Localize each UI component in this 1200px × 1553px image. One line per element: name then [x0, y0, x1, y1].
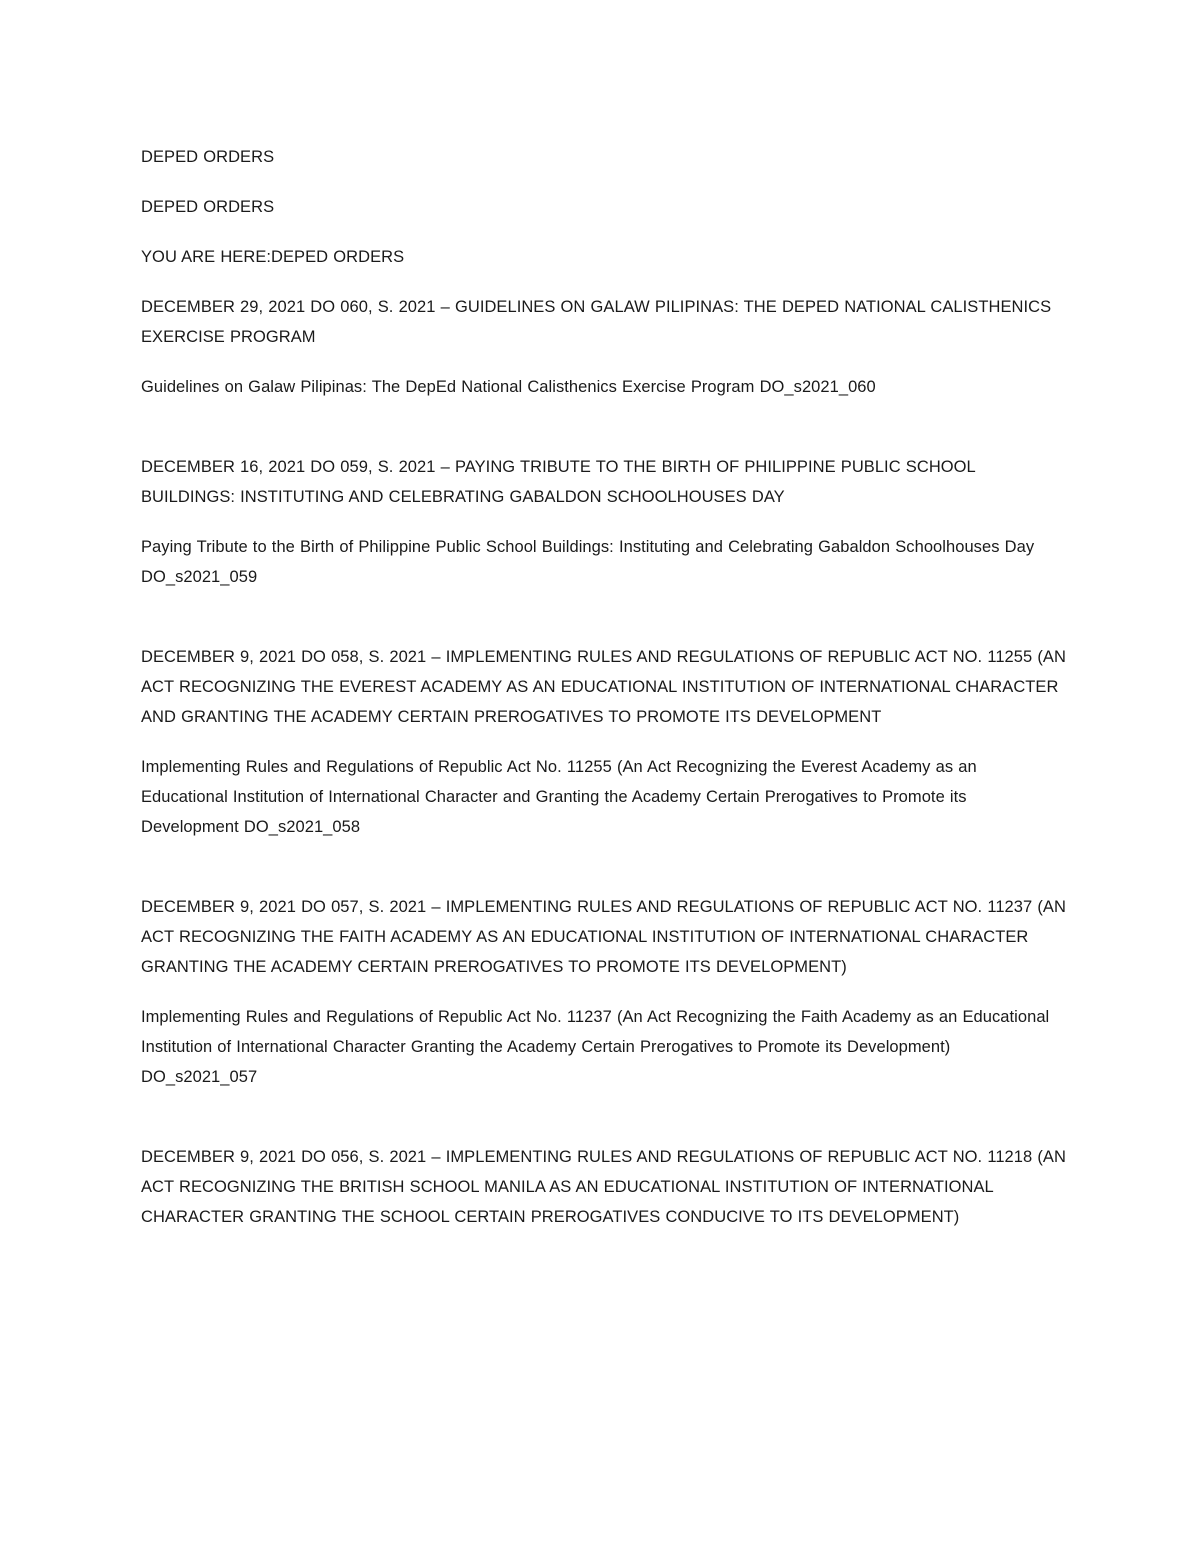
order-description-057: Implementing Rules and Regulations of Republic Act No. 11237 (An Act Recognizing the Faith Academy as an Educational Institution of International Character Granting the Academy Certain Prerogatives to Promote its Development) DO_s2021_057 — [141, 1008, 1050, 1086]
order-heading-057: DECEMBER 9, 2021 DO 057, S. 2021 – IMPLEMENTING RULES AND REGULATIONS OF REPUBLIC ACT NO. 11237 (AN ACT RECOGNIZING THE FAITH ACADEMY AS AN EDUCATIONAL INSTITUTION OF INTERNATIONAL CHARACTER GRANTING THE ACADEMY CERTAIN PREROGATIVES TO PROMOTE ITS DEVELOPMENT) — [141, 898, 1066, 976]
order-description-059: Paying Tribute to the Birth of Philippine Public School Buildings: Instituting and Celebrating Gabaldon Schoolhouses Day DO_s2021_059 — [141, 538, 1035, 586]
order-description-058: Implementing Rules and Regulations of Republic Act No. 11255 (An Act Recognizing the Everest Academy as an Educational Institution of International Character and Granting the Academy Certain Prerogatives to Promote its Development DO_s2021_058 — [141, 758, 977, 836]
order-heading-059: DECEMBER 16, 2021 DO 059, S. 2021 – PAYING TRIBUTE TO THE BIRTH OF PHILIPPINE PUBLIC SCHOOL BUILDINGS: INSTITUTING AND CELEBRATING GABALDON SCHOOLHOUSES DAY — [141, 458, 976, 506]
document-page — [141, 142, 1066, 1232]
order-heading-058: DECEMBER 9, 2021 DO 058, S. 2021 – IMPLEMENTING RULES AND REGULATIONS OF REPUBLIC ACT NO. 11255 (AN ACT RECOGNIZING THE EVEREST ACADEMY AS AN EDUCATIONAL INSTITUTION OF INTERNATIONAL CHARACTER AND GRANTING THE ACADEMY CERTAIN PREROGATIVES TO PROMOTE ITS DEVELOPMENT — [141, 648, 1066, 726]
document-title: DEPED ORDERS — [141, 148, 275, 166]
order-description-060: Guidelines on Galaw Pilipinas: The DepEd National Calisthenics Exercise Program DO_s2021_060 — [141, 378, 876, 396]
breadcrumb: YOU ARE HERE:DEPED ORDERS — [141, 248, 405, 266]
document-subtitle: DEPED ORDERS — [141, 198, 275, 216]
order-heading-060: DECEMBER 29, 2021 DO 060, S. 2021 – GUIDELINES ON GALAW PILIPINAS: THE DEPED NATIONAL CALISTHENICS EXERCISE PROGRAM — [141, 298, 1052, 346]
order-heading-056: DECEMBER 9, 2021 DO 056, S. 2021 – IMPLEMENTING RULES AND REGULATIONS OF REPUBLIC ACT NO. 11218 (AN ACT RECOGNIZING THE BRITISH SCHOOL MANILA AS AN EDUCATIONAL INSTITUTION OF INTERNATIONAL CHARACTER GRANTING THE SCHOOL CERTAIN PREROGATIVES CONDUCIVE TO ITS DEVELOPMENT) — [141, 1148, 1066, 1226]
